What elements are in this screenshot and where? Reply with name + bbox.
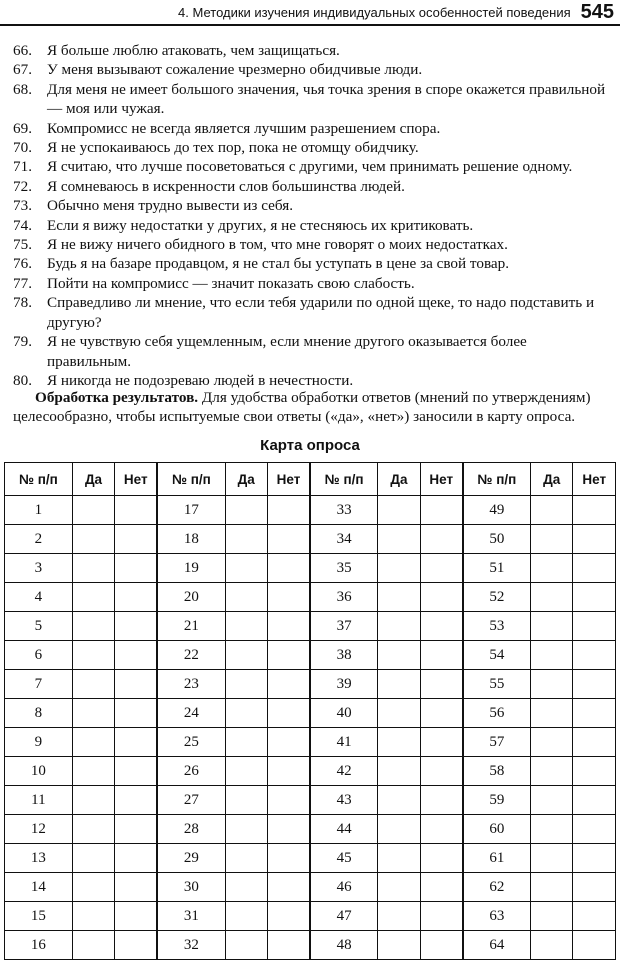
no-answer-cell (115, 496, 157, 525)
statement-text: У меня вызывают сожаление чрезмерно обидчивые люди. (47, 61, 423, 79)
table-row (5, 670, 616, 699)
yes-answer-cell (378, 786, 420, 815)
no-answer-cell (573, 496, 616, 525)
yes-answer-cell (378, 670, 420, 699)
yes-answer-cell (72, 699, 114, 728)
item-number-cell: 45 (310, 844, 378, 873)
yes-answer-cell (72, 786, 114, 815)
processing-label: Обработка результатов. (35, 389, 199, 406)
yes-answer-cell (225, 902, 267, 931)
column-header-yes: Да (530, 463, 572, 496)
survey-header-row (5, 463, 616, 496)
table-row (5, 612, 616, 641)
statement-text: Я сомневаюсь в искренности слов большинства людей. (47, 177, 405, 195)
no-answer-cell (115, 728, 157, 757)
item-number-cell: 32 (157, 931, 225, 960)
statement-text: Обычно меня трудно вывести из себя. (47, 197, 294, 215)
column-header-number: № п/п (157, 463, 225, 496)
no-answer-cell (420, 757, 462, 786)
no-answer-cell (573, 699, 616, 728)
statement-item (13, 80, 613, 119)
table-row (5, 815, 616, 844)
item-number-cell: 41 (310, 728, 378, 757)
no-answer-cell (420, 902, 462, 931)
no-answer-cell (115, 583, 157, 612)
survey-body (5, 496, 616, 960)
yes-answer-cell (225, 873, 267, 902)
item-number-cell: 37 (310, 612, 378, 641)
no-answer-cell (573, 525, 616, 554)
statement-number: 66. (13, 42, 32, 59)
statement-item (13, 177, 613, 196)
no-answer-cell (420, 815, 462, 844)
no-answer-cell (115, 931, 157, 960)
table-row (5, 496, 616, 525)
yes-answer-cell (378, 496, 420, 525)
statement-number: 69. (13, 119, 32, 137)
item-number-cell: 47 (310, 902, 378, 931)
item-number-cell: 3 (5, 554, 73, 583)
statement-text: Компромисс не всегда является лучшим разрешением спора. (47, 119, 441, 137)
statement-item (13, 157, 613, 176)
yes-answer-cell (530, 496, 572, 525)
item-number-cell: 5 (5, 612, 73, 641)
yes-answer-cell (72, 815, 114, 844)
table-row (5, 873, 616, 902)
no-answer-cell (267, 583, 309, 612)
no-answer-cell (573, 902, 616, 931)
item-number-cell: 18 (157, 525, 225, 554)
no-answer-cell (267, 612, 309, 641)
no-answer-cell (115, 554, 157, 583)
item-number-cell: 12 (5, 815, 73, 844)
chapter-title: 4. Методики изучения индивидуальных особенностей поведения (178, 4, 571, 20)
yes-answer-cell (72, 612, 114, 641)
yes-answer-cell (378, 902, 420, 931)
yes-answer-cell (378, 612, 420, 641)
item-number-cell: 49 (463, 496, 531, 525)
statement-text: Я никогда не подозреваю людей в нечестности. (47, 371, 354, 389)
item-number-cell: 15 (5, 902, 73, 931)
yes-answer-cell (530, 873, 572, 902)
item-number-cell: 23 (157, 670, 225, 699)
column-header-yes: Да (225, 463, 267, 496)
no-answer-cell (573, 612, 616, 641)
item-number-cell: 11 (5, 786, 73, 815)
column-header-yes: Да (72, 463, 114, 496)
item-number-cell: 62 (463, 873, 531, 902)
yes-answer-cell (72, 931, 114, 960)
statement-text: Я не успокаиваюсь до тех пор, пока не отомщу обидчику. (47, 139, 419, 157)
yes-answer-cell (72, 641, 114, 670)
statement-number: 68. (13, 80, 32, 98)
no-answer-cell (420, 612, 462, 641)
item-number-cell: 42 (310, 757, 378, 786)
table-row (5, 844, 616, 873)
no-answer-cell (115, 641, 157, 670)
yes-answer-cell (530, 815, 572, 844)
yes-answer-cell (225, 728, 267, 757)
item-number-cell: 2 (5, 525, 73, 554)
table-row (5, 583, 616, 612)
statement-item (13, 235, 613, 254)
yes-answer-cell (378, 844, 420, 873)
yes-answer-cell (530, 525, 572, 554)
running-header (0, 0, 620, 26)
item-number-cell: 33 (310, 496, 378, 525)
table-row (5, 931, 616, 960)
item-number-cell: 28 (157, 815, 225, 844)
item-number-cell: 4 (5, 583, 73, 612)
yes-answer-cell (72, 902, 114, 931)
item-number-cell: 51 (463, 554, 531, 583)
no-answer-cell (573, 844, 616, 873)
yes-answer-cell (225, 699, 267, 728)
table-row (5, 554, 616, 583)
yes-answer-cell (530, 612, 572, 641)
no-answer-cell (267, 641, 309, 670)
item-number-cell: 31 (157, 902, 225, 931)
item-number-cell: 64 (463, 931, 531, 960)
no-answer-cell (420, 496, 462, 525)
item-number-cell: 19 (157, 554, 225, 583)
column-header-no: Нет (573, 463, 616, 496)
no-answer-cell (573, 931, 616, 960)
yes-answer-cell (530, 931, 572, 960)
item-number-cell: 13 (5, 844, 73, 873)
yes-answer-cell (72, 728, 114, 757)
no-answer-cell (267, 844, 309, 873)
statement-text: Я считаю, что лучше посоветоваться с другими, чем принимать решение одному. (47, 158, 573, 176)
no-answer-cell (420, 670, 462, 699)
item-number-cell: 10 (5, 757, 73, 786)
yes-answer-cell (225, 786, 267, 815)
no-answer-cell (267, 554, 309, 583)
yes-answer-cell (72, 525, 114, 554)
yes-answer-cell (378, 583, 420, 612)
no-answer-cell (115, 525, 157, 554)
no-answer-cell (267, 902, 309, 931)
no-answer-cell (115, 902, 157, 931)
item-number-cell: 58 (463, 757, 531, 786)
item-number-cell: 50 (463, 525, 531, 554)
statement-number: 79. (13, 333, 32, 351)
item-number-cell: 52 (463, 583, 531, 612)
item-number-cell: 16 (5, 931, 73, 960)
item-number-cell: 9 (5, 728, 73, 757)
yes-answer-cell (72, 583, 114, 612)
item-number-cell: 35 (310, 554, 378, 583)
item-number-cell: 14 (5, 873, 73, 902)
yes-answer-cell (225, 554, 267, 583)
yes-answer-cell (72, 496, 114, 525)
yes-answer-cell (378, 525, 420, 554)
no-answer-cell (267, 786, 309, 815)
statement-text: Я больше люблю атаковать, чем защищаться. (47, 42, 340, 59)
yes-answer-cell (378, 757, 420, 786)
yes-answer-cell (72, 873, 114, 902)
no-answer-cell (267, 728, 309, 757)
statement-number: 67. (13, 61, 32, 79)
no-answer-cell (573, 757, 616, 786)
yes-answer-cell (530, 641, 572, 670)
statement-item (13, 138, 613, 157)
column-header-no: Нет (420, 463, 462, 496)
item-number-cell: 54 (463, 641, 531, 670)
yes-answer-cell (378, 873, 420, 902)
yes-answer-cell (378, 554, 420, 583)
column-header-yes: Да (378, 463, 420, 496)
item-number-cell: 30 (157, 873, 225, 902)
no-answer-cell (420, 786, 462, 815)
yes-answer-cell (225, 757, 267, 786)
item-number-cell: 17 (157, 496, 225, 525)
statement-item (13, 254, 613, 273)
item-number-cell: 55 (463, 670, 531, 699)
statement-item (13, 274, 613, 293)
no-answer-cell (267, 873, 309, 902)
yes-answer-cell (530, 699, 572, 728)
yes-answer-cell (530, 757, 572, 786)
item-number-cell: 7 (5, 670, 73, 699)
yes-answer-cell (72, 670, 114, 699)
statement-item (13, 332, 613, 371)
item-number-cell: 24 (157, 699, 225, 728)
no-answer-cell (267, 525, 309, 554)
page-number: 545 (580, 0, 614, 23)
no-answer-cell (420, 554, 462, 583)
yes-answer-cell (378, 815, 420, 844)
no-answer-cell (115, 757, 157, 786)
item-number-cell: 26 (157, 757, 225, 786)
item-number-cell: 59 (463, 786, 531, 815)
statement-number: 75. (13, 236, 32, 254)
no-answer-cell (267, 757, 309, 786)
statement-text: Для меня не имеет большого значения, чья точка зрения в споре окажется правильной — моя или чужая. (47, 80, 606, 118)
yes-answer-cell (225, 670, 267, 699)
item-number-cell: 34 (310, 525, 378, 554)
no-answer-cell (420, 844, 462, 873)
table-row (5, 757, 616, 786)
table-row (5, 786, 616, 815)
statement-text: Если я вижу недостатки у других, я не стесняюсь их критиковать. (47, 216, 474, 234)
item-number-cell: 56 (463, 699, 531, 728)
item-number-cell: 60 (463, 815, 531, 844)
no-answer-cell (420, 873, 462, 902)
column-header-number: № п/п (5, 463, 73, 496)
column-header-number: № п/п (463, 463, 531, 496)
item-number-cell: 61 (463, 844, 531, 873)
statement-text: Я не чувствую себя ущемленным, если мнение другого оказывается более правильным. (47, 333, 527, 370)
item-number-cell: 25 (157, 728, 225, 757)
no-answer-cell (267, 496, 309, 525)
yes-answer-cell (530, 583, 572, 612)
item-number-cell: 8 (5, 699, 73, 728)
item-number-cell: 43 (310, 786, 378, 815)
table-row (5, 699, 616, 728)
no-answer-cell (573, 873, 616, 902)
no-answer-cell (420, 641, 462, 670)
no-answer-cell (573, 815, 616, 844)
no-answer-cell (573, 670, 616, 699)
processing-text: Для удобства обработки ответов (мнений по утверждениям) целесообразно, чтобы испытуемые свои ответы («да», «нет») заносили в карту опроса. (13, 389, 591, 426)
statement-number: 80. (13, 371, 32, 389)
table-row (5, 902, 616, 931)
yes-answer-cell (378, 699, 420, 728)
yes-answer-cell (530, 728, 572, 757)
yes-answer-cell (225, 931, 267, 960)
yes-answer-cell (225, 496, 267, 525)
no-answer-cell (573, 641, 616, 670)
yes-answer-cell (530, 844, 572, 873)
no-answer-cell (420, 931, 462, 960)
no-answer-cell (267, 931, 309, 960)
yes-answer-cell (530, 554, 572, 583)
item-number-cell: 27 (157, 786, 225, 815)
no-answer-cell (573, 786, 616, 815)
item-number-cell: 46 (310, 873, 378, 902)
item-number-cell: 29 (157, 844, 225, 873)
item-number-cell: 48 (310, 931, 378, 960)
no-answer-cell (420, 699, 462, 728)
statement-text: Справедливо ли мнение, что если тебя ударили по одной щеке, то надо подставить и другую? (47, 294, 595, 331)
item-number-cell: 1 (5, 496, 73, 525)
statement-item (13, 119, 613, 138)
yes-answer-cell (225, 815, 267, 844)
statement-number: 73. (13, 197, 32, 215)
item-number-cell: 38 (310, 641, 378, 670)
yes-answer-cell (72, 844, 114, 873)
yes-answer-cell (378, 728, 420, 757)
no-answer-cell (115, 670, 157, 699)
table-row (5, 728, 616, 757)
no-answer-cell (420, 583, 462, 612)
processing-paragraph (13, 388, 613, 427)
statement-number: 78. (13, 294, 32, 312)
yes-answer-cell (530, 670, 572, 699)
item-number-cell: 57 (463, 728, 531, 757)
no-answer-cell (267, 815, 309, 844)
column-header-number: № п/п (310, 463, 378, 496)
no-answer-cell (573, 554, 616, 583)
no-answer-cell (573, 583, 616, 612)
yes-answer-cell (225, 583, 267, 612)
item-number-cell: 6 (5, 641, 73, 670)
column-header-no: Нет (115, 463, 157, 496)
survey-card-title: Карта опроса (260, 437, 360, 454)
yes-answer-cell (225, 641, 267, 670)
column-header-no: Нет (267, 463, 309, 496)
no-answer-cell (267, 670, 309, 699)
statement-item (13, 216, 613, 235)
no-answer-cell (115, 612, 157, 641)
item-number-cell: 39 (310, 670, 378, 699)
yes-answer-cell (530, 902, 572, 931)
statement-text: Пойти на компромисс — значит показать свою слабость. (47, 274, 415, 292)
table-row (5, 641, 616, 670)
item-number-cell: 22 (157, 641, 225, 670)
statement-number: 72. (13, 177, 32, 195)
yes-answer-cell (225, 612, 267, 641)
item-number-cell: 40 (310, 699, 378, 728)
no-answer-cell (420, 525, 462, 554)
no-answer-cell (573, 728, 616, 757)
statement-text: Будь я на базаре продавцом, я не стал бы уступать в цене за свой товар. (47, 255, 510, 273)
yes-answer-cell (378, 931, 420, 960)
statement-number: 70. (13, 139, 32, 157)
statement-item (13, 41, 613, 60)
item-number-cell: 21 (157, 612, 225, 641)
item-number-cell: 36 (310, 583, 378, 612)
item-number-cell: 44 (310, 815, 378, 844)
no-answer-cell (420, 728, 462, 757)
survey-card-table (4, 462, 616, 960)
yes-answer-cell (530, 786, 572, 815)
no-answer-cell (115, 786, 157, 815)
item-number-cell: 63 (463, 902, 531, 931)
no-answer-cell (115, 873, 157, 902)
statement-number: 77. (13, 274, 32, 292)
no-answer-cell (115, 815, 157, 844)
statement-number: 74. (13, 216, 32, 234)
yes-answer-cell (225, 525, 267, 554)
statement-number: 76. (13, 255, 32, 273)
item-number-cell: 20 (157, 583, 225, 612)
item-number-cell: 53 (463, 612, 531, 641)
statement-item (13, 293, 613, 332)
yes-answer-cell (225, 844, 267, 873)
table-row (5, 525, 616, 554)
no-answer-cell (115, 699, 157, 728)
statement-number: 71. (13, 158, 32, 176)
no-answer-cell (267, 699, 309, 728)
yes-answer-cell (72, 757, 114, 786)
no-answer-cell (115, 844, 157, 873)
statement-text: Я не вижу ничего обидного в том, что мне говорят о моих недостатках. (47, 236, 508, 254)
yes-answer-cell (378, 641, 420, 670)
yes-answer-cell (72, 554, 114, 583)
statement-item (13, 60, 613, 79)
statement-list (13, 41, 613, 390)
statement-item (13, 196, 613, 215)
